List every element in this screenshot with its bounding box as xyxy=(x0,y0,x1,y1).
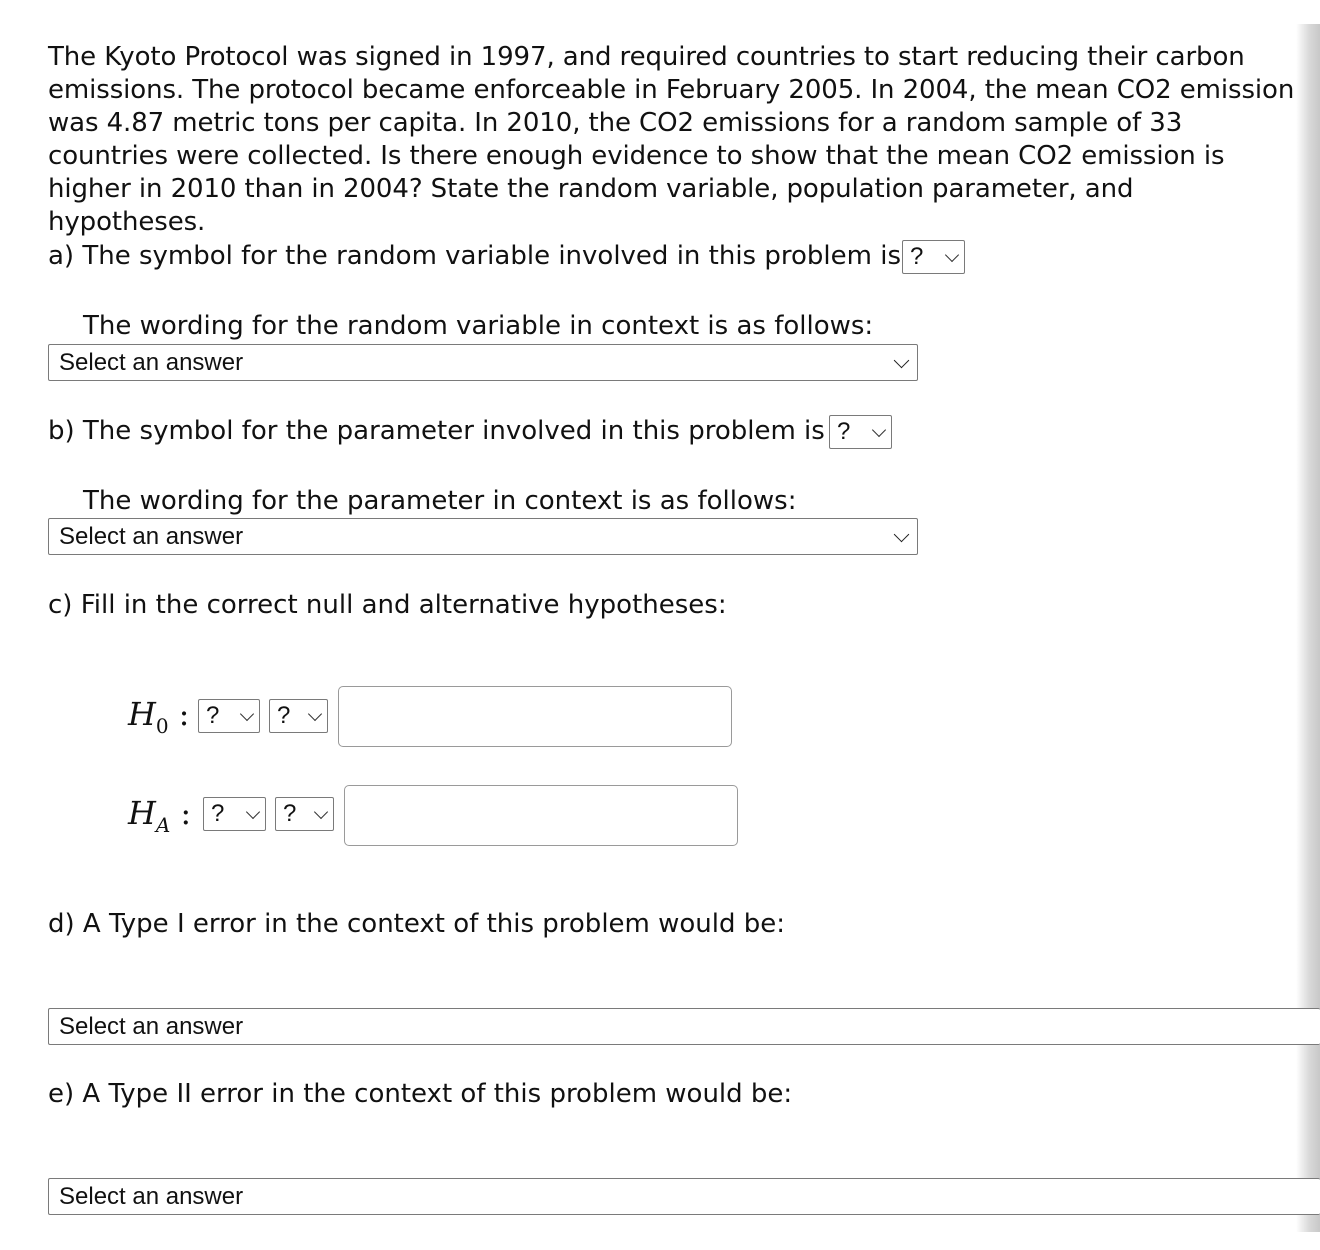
part-a-wording-prompt: The wording for the random variable in context is as follows: xyxy=(83,311,874,341)
chevron-down-icon xyxy=(240,707,254,721)
random-variable-wording-select[interactable]: Select an answer xyxy=(48,344,918,381)
type-one-error-select[interactable]: Select an answer xyxy=(48,1008,1320,1045)
part-b-wording-prompt: The wording for the parameter in context is as follows: xyxy=(83,486,797,516)
part-a-prompt: a) The symbol for the random variable involved in this problem is xyxy=(48,241,901,271)
chevron-down-icon xyxy=(246,805,260,819)
null-hypothesis-parameter-select[interactable]: ? xyxy=(198,699,260,733)
random-variable-symbol-select[interactable]: ? xyxy=(902,240,965,274)
chevron-down-icon xyxy=(894,353,910,369)
chevron-down-icon xyxy=(894,527,910,543)
question-text: The Kyoto Protocol was signed in 1997, and required countries to start reducing their carbon emissions. The protocol became enforceable in February 2005. In 2004, the mean CO2 emission was 4.87 metric tons per capita. In 2010, the CO2 emissions for a random sample of 33 countries were collected. Is there enough evidence to show that the mean CO2 emission is higher in 2010 than in 2004? State the random variable, population parameter, and hypotheses. xyxy=(48,42,1295,237)
chevron-down-icon xyxy=(945,248,959,262)
chevron-down-icon xyxy=(308,707,322,721)
part-b-prompt: b) The symbol for the parameter involved in this problem is xyxy=(48,416,825,446)
alternative-hypothesis-parameter-select[interactable]: ? xyxy=(203,797,266,831)
chevron-down-icon xyxy=(314,805,328,819)
part-c-prompt: c) Fill in the correct null and alternative hypotheses: xyxy=(48,590,727,620)
parameter-wording-select[interactable]: Select an answer xyxy=(48,518,918,555)
null-hypothesis-value-input[interactable] xyxy=(338,686,732,747)
chevron-down-icon xyxy=(872,423,886,437)
null-hypothesis-label: $H_0$ : xyxy=(128,695,190,738)
alternative-hypothesis-label: $H_A$ : xyxy=(128,794,192,837)
type-two-error-select[interactable]: Select an answer xyxy=(48,1178,1320,1215)
part-e-prompt: e) A Type II error in the context of this problem would be: xyxy=(48,1079,793,1109)
parameter-symbol-select[interactable]: ? xyxy=(829,415,892,449)
scrollbar-shadow xyxy=(1296,24,1320,1232)
alternative-hypothesis-value-input[interactable] xyxy=(344,785,738,846)
null-hypothesis-operator-select[interactable]: ? xyxy=(269,699,328,733)
alternative-hypothesis-operator-select[interactable]: ? xyxy=(275,797,334,831)
part-d-prompt: d) A Type I error in the context of this problem would be: xyxy=(48,909,786,939)
